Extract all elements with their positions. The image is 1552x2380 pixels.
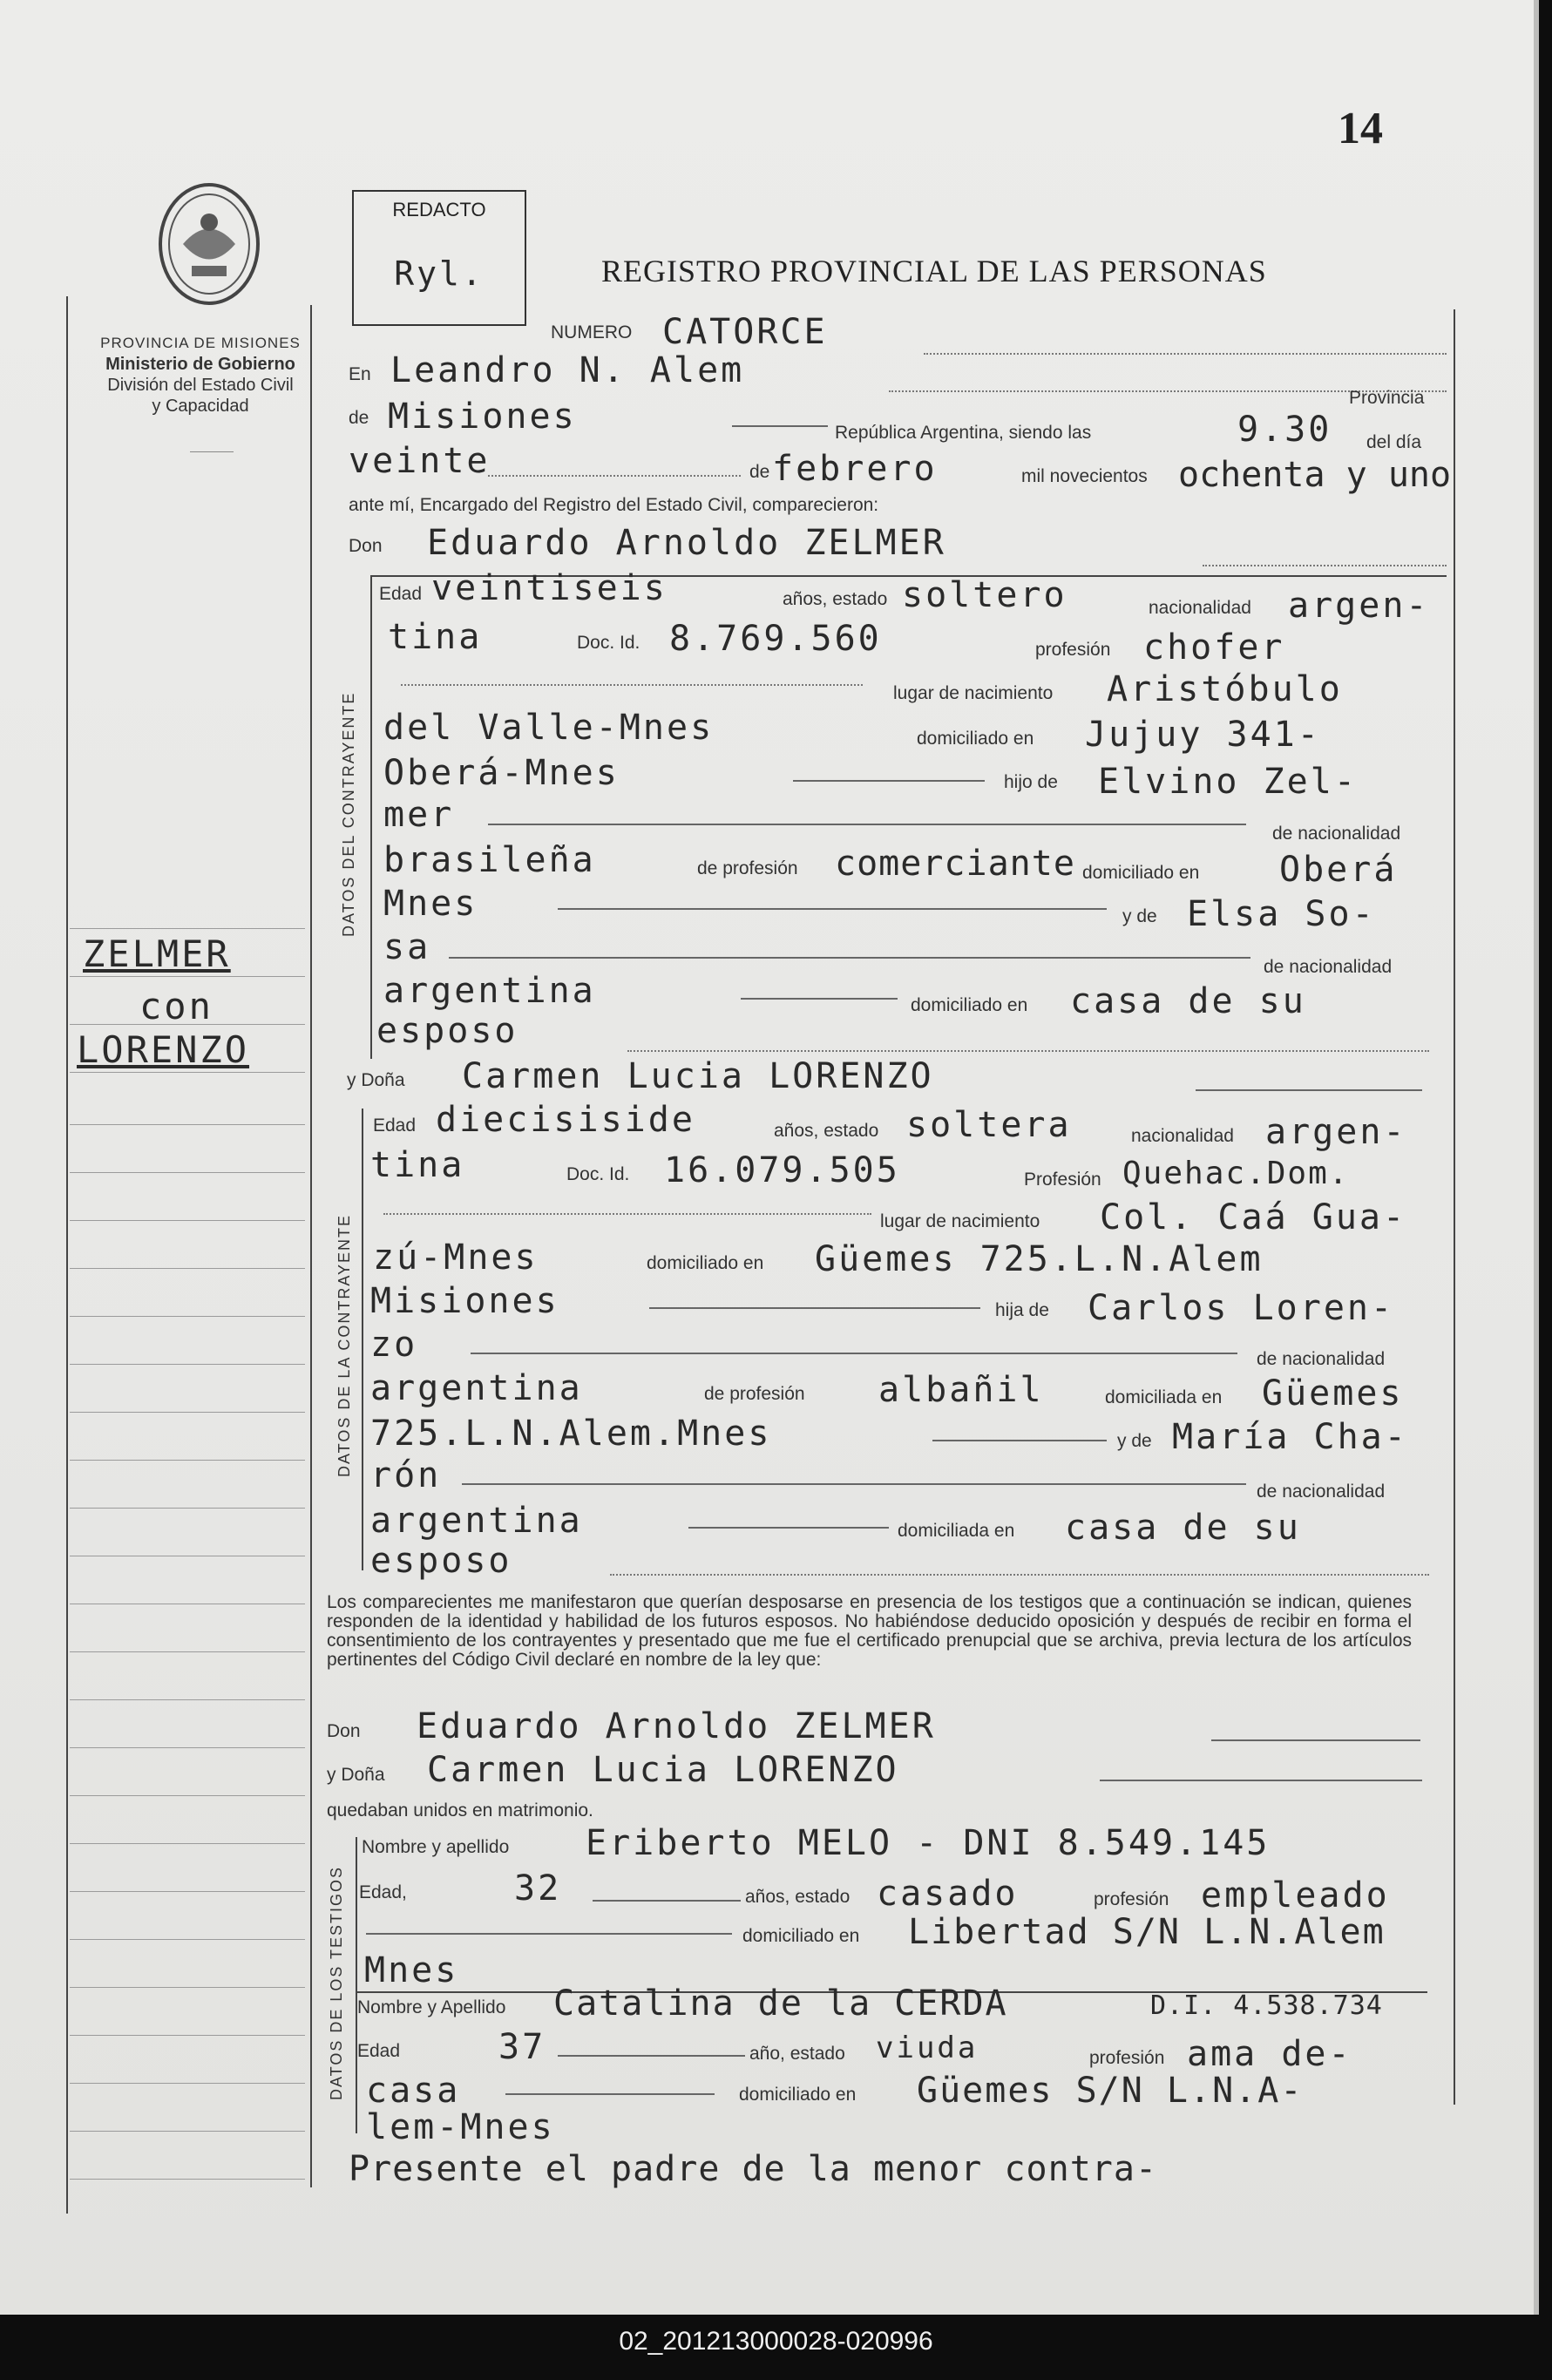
c-anios-label: años, estado [783, 589, 888, 609]
seal-text [65, 333, 335, 417]
f-nac-b: tina [370, 1145, 465, 1185]
redacto-box [352, 190, 526, 326]
c-lugar-a: Aristóbulo [1107, 669, 1343, 709]
f-madre-dom-label: domiciliada en [898, 1521, 1015, 1541]
f-dom-label: domiciliado en [647, 1253, 764, 1273]
c-padre-nac: brasileña [383, 840, 596, 880]
y-dona-label: y Doña [347, 1070, 405, 1090]
decl-dona-value: Carmen Lucia LORENZO [427, 1750, 899, 1790]
f-anios-label: años, estado [774, 1121, 879, 1141]
t1-edad-label: Edad, [359, 1882, 407, 1902]
f-padre-dom-b: 725.L.N.Alem.Mnes [370, 1414, 772, 1454]
t1-dom-label: domiciliado en [742, 1926, 860, 1946]
f-hija-label: hija de [995, 1300, 1049, 1320]
c-edad-label: Edad [379, 584, 423, 604]
f-madre-b: rón [370, 1455, 442, 1495]
c-edad: veintiseis [431, 568, 668, 608]
c-madre-dom-label: domiciliado en [911, 995, 1028, 1015]
testigos-bracket [356, 1837, 357, 2133]
f-madre-dom-a: casa de su [1065, 1508, 1301, 1548]
c-madre-dom-a: casa de su [1070, 981, 1306, 1021]
c-madre-b: sa [383, 927, 431, 967]
image-caption: 02_201213000028-020996 [619, 2327, 933, 2356]
right-rule [1454, 309, 1455, 2105]
contrayente-bracket [370, 575, 372, 1059]
c-madre-nac-label: de nacionalidad [1264, 957, 1393, 977]
t1-dom-b: Mnes [364, 1950, 459, 1990]
f-doc: 16.079.505 [664, 1150, 900, 1190]
f-edad: diecisiside [436, 1100, 695, 1140]
decl-quedaban: quedaban unidos en matrimonio. [327, 1800, 593, 1821]
f-madre-nac: argentina [370, 1501, 583, 1541]
margin-note-2: con [139, 985, 213, 1027]
t2-dom-b: lem-Mnes [366, 2107, 555, 2147]
f-lugar-b: zú-Mnes [373, 1237, 539, 1278]
c-domicilio-a: Jujuy 341- [1085, 715, 1321, 755]
c-estado: soltero [902, 575, 1067, 615]
c-padre-dom-a: Oberá [1279, 850, 1398, 890]
c-nac-b: tina [388, 617, 483, 657]
c-padre-a: Elvino Zel- [1098, 762, 1358, 802]
t1-estado-label: años, estado [745, 1887, 851, 1907]
t2-nombre-label: Nombre y Apellido [357, 1997, 506, 2017]
seal-divider [190, 451, 234, 452]
c-doc-label: Doc. Id. [577, 633, 640, 653]
mes-value: febrero [772, 449, 938, 489]
c-padre-prof: comerciante [835, 844, 1075, 884]
f-madre-nac-label: de nacionalidad [1257, 1482, 1386, 1502]
inner-rule [310, 305, 312, 2187]
t1-dom-a: Libertad S/N L.N.Alem [908, 1912, 1386, 1952]
f-domicilio-b: Misiones [370, 1281, 559, 1321]
f-madre-dom-b: esposo [370, 1541, 512, 1581]
de2-label: de [749, 462, 770, 482]
de-label: de [349, 408, 369, 428]
contrayenta-side-label: DATOS DE LA CONTRAYENTE [335, 1213, 353, 1477]
t1-prof: empleado [1201, 1875, 1390, 1916]
numero-value: CATORCE [662, 312, 828, 352]
seal-line-1: PROVINCIA DE MISIONES [100, 335, 301, 351]
f-nac-label: nacionalidad [1131, 1126, 1234, 1146]
c-padre-b: mer [383, 795, 455, 835]
t1-nombre-label: Nombre y apellido [362, 1837, 510, 1857]
c-lugar-b: del Valle-Mnes [383, 708, 715, 748]
f-padre-b: zo [370, 1325, 418, 1365]
f-prof-label: Profesión [1024, 1170, 1101, 1190]
redacto-initials: Ryl. [394, 254, 485, 293]
c-lugar-label: lugar de nacimiento [893, 683, 1054, 703]
t1-nombre: Eriberto MELO - DNI 8.549.145 [586, 1823, 1271, 1863]
f-domicilio-a: Güemes 725.L.N.Alem [815, 1239, 1264, 1279]
f-padre-dom-a: Güemes [1262, 1373, 1404, 1414]
t1-estado: casado [877, 1874, 1019, 1914]
decl-dona-label: y Doña [327, 1765, 385, 1785]
t2-dom-label: domiciliado en [739, 2085, 857, 2105]
f-de-nac-label: de nacionalidad [1257, 1349, 1386, 1369]
provincia-label: Provincia [1349, 388, 1425, 408]
f-y-de-label: y de [1117, 1431, 1152, 1451]
f-lugar-a: Col. Caá Gua- [1100, 1197, 1407, 1237]
t2-prof: ama de- [1187, 2034, 1352, 2074]
anio-value: ochenta y uno [1178, 455, 1452, 495]
t2-dom-a: Güemes S/N L.N.A- [917, 2071, 1304, 2111]
testigos-nota: Presente el padre de la menor contra- [349, 2149, 1158, 2189]
f-edad-label: Edad [373, 1115, 417, 1136]
left-rule [66, 296, 68, 2214]
c-doc: 8.769.560 [669, 619, 882, 659]
f-nac-a: argen- [1265, 1112, 1407, 1152]
t2-casa: casa [366, 2071, 461, 2111]
registry-title: REGISTRO PROVINCIAL DE LAS PERSONAS [601, 254, 1267, 288]
page-number: 14 [1338, 104, 1383, 153]
t1-prof-label: profesión [1094, 1889, 1169, 1909]
c-hijo-label: hijo de [1004, 772, 1058, 792]
en-label: En [349, 364, 371, 384]
t2-doc: D.I. 4.538.734 [1150, 1990, 1383, 2021]
c-prof-label: profesión [1035, 640, 1111, 660]
f-padre-dom-label: domiciliada en [1105, 1387, 1223, 1407]
numero-label: NUMERO [551, 322, 633, 342]
t2-prof-label: profesión [1089, 2048, 1165, 2068]
c-domicilio-b: Oberá-Mnes [383, 753, 620, 793]
f-padre-prof: albañil [878, 1370, 1044, 1410]
mil-label: mil novecientos [1021, 466, 1148, 486]
c-nac-a: argen- [1288, 586, 1430, 626]
ante-text: ante mí, Encargado del Registro del Estado Civil, comparecieron: [349, 495, 879, 515]
redacto-label: REDACTO [392, 199, 486, 220]
republica-label: República Argentina, siendo las [835, 423, 1092, 443]
t2-estado: viuda [876, 2031, 979, 2065]
c-padre-dom-b: Mnes [383, 884, 478, 924]
margin-note-3: LORENZO [77, 1028, 250, 1071]
contrayenta-nombre: Carmen Lucia LORENZO [462, 1056, 934, 1096]
decl-don-value: Eduardo Arnoldo ZELMER [417, 1706, 936, 1746]
c-padre-dom-label: domiciliado en [1082, 863, 1200, 883]
c-de-nac-label: de nacionalidad [1272, 824, 1401, 844]
c-y-de-label: y de [1122, 906, 1157, 926]
t2-edad: 37 [498, 2027, 546, 2067]
contrayenta-bracket [362, 1109, 363, 1570]
t2-nombre: Catalina de la CERDA [553, 1983, 1008, 2024]
testigos-side-label: DATOS DE LOS TESTIGOS [328, 1865, 345, 2100]
f-doc-label: Doc. Id. [566, 1164, 630, 1184]
f-padre-a: Carlos Loren- [1088, 1288, 1395, 1328]
f-de-prof-label: de profesión [704, 1384, 805, 1404]
del-dia-label: del día [1366, 432, 1422, 452]
decl-don-label: Don [327, 1721, 361, 1741]
dia-value: veinte [349, 441, 491, 481]
c-dom-label: domiciliado en [917, 729, 1034, 749]
hora-value: 9.30 [1237, 410, 1332, 450]
f-lugar-label: lugar de nacimiento [880, 1211, 1040, 1231]
don-label: Don [349, 536, 383, 556]
f-profesion: Quehac.Dom. [1122, 1156, 1350, 1191]
en-value: Leandro N. Alem [390, 350, 745, 390]
margin-note-1: ZELMER [83, 932, 231, 975]
c-madre-nac: argentina [383, 971, 596, 1011]
f-estado: soltera [906, 1105, 1072, 1145]
seal-icon [157, 183, 261, 309]
c-de-prof-label: de profesión [697, 858, 798, 878]
contrayente-nombre: Eduardo Arnoldo ZELMER [427, 523, 946, 563]
c-madre-dom-b: esposo [376, 1011, 518, 1051]
c-profesion: chofer [1143, 627, 1285, 668]
f-madre-a: María Cha- [1172, 1417, 1408, 1457]
f-padre-nac: argentina [370, 1368, 583, 1408]
seal-line-4: y Capacidad [152, 397, 249, 416]
c-nac-label: nacionalidad [1149, 598, 1251, 618]
t2-estado-label: año, estado [749, 2044, 845, 2064]
seal-line-2: Ministerio de Gobierno [105, 355, 295, 374]
t2-edad-label: Edad [357, 2041, 401, 2061]
legal-paragraph: Los comparecientes me manifestaron que querían desposarse en presencia de los testigos que a continuación se indican, quienes responden de la identidad y habilidad de los futuros esposos. No habiéndose deducido oposición y después de recibir en forma el consentimiento de los contrayentes y presentado que me fue el certificado prenupcial que se archiva, previa lectura de los artículos pertinentes del Código Civil declaré en nombre de la ley que: [327, 1592, 1412, 1670]
seal-line-3: División del Estado Civil [107, 376, 294, 395]
contrayente-side-label: DATOS DEL CONTRAYENTE [340, 691, 357, 937]
c-madre-a: Elsa So- [1187, 894, 1376, 934]
de-value: Misiones [388, 397, 577, 437]
t1-edad: 32 [514, 1868, 562, 1909]
